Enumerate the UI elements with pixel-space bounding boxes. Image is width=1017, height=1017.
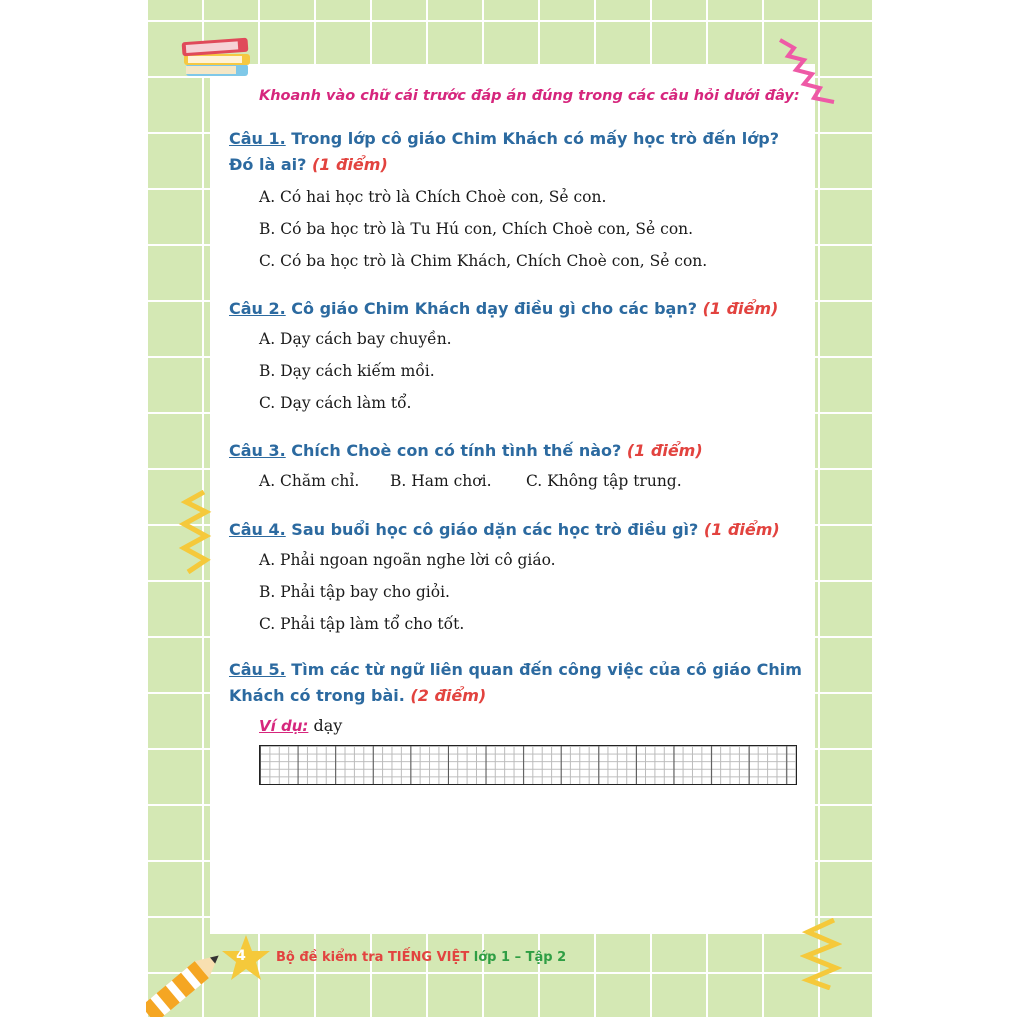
option-2a: A. Dạy cách bay chuyền. — [259, 330, 452, 348]
writing-grid[interactable] — [259, 745, 797, 785]
example-label: Ví dụ: — [259, 717, 309, 735]
question-number: Câu 5. — [229, 660, 286, 679]
option-2b: B. Dạy cách kiếm mồi. — [259, 362, 435, 380]
option-3a: A. Chăm chỉ. — [259, 472, 360, 490]
question-text: Trong lớp cô giáo Chim Khách có mấy học trò đến lớp? Đó là ai? — [229, 129, 780, 174]
option-3c: C. Không tập trung. — [526, 472, 682, 490]
option-4c: C. Phải tập làm tổ cho tốt. — [259, 615, 465, 633]
question-text: Sau buổi học cô giáo dặn các học trò điều gì? — [291, 520, 699, 539]
page-number: 4 — [236, 948, 246, 964]
footer-title — [276, 950, 566, 965]
question-text: Cô giáo Chim Khách dạy điều gì cho các bạn? — [291, 299, 697, 318]
option-1c: C. Có ba học trò là Chim Khách, Chích Choè con, Sẻ con. — [259, 252, 708, 270]
question-points: (1 điểm) — [311, 155, 388, 174]
question-number: Câu 2. — [229, 299, 286, 318]
question-points: (2 điểm) — [410, 686, 487, 705]
question-text: Chích Choè con có tính tình thế nào? — [291, 441, 622, 460]
option-2c: C. Dạy cách làm tổ. — [259, 394, 412, 412]
option-4b: B. Phải tập bay cho giỏi. — [259, 583, 450, 601]
question-text: Tìm các từ ngữ liên quan đến công việc của cô giáo Chim Khách có trong bài. — [229, 660, 802, 705]
option-4a: A. Phải ngoan ngoãn nghe lời cô giáo. — [259, 551, 556, 569]
option-1a: A. Có hai học trò là Chích Choè con, Sẻ con. — [259, 188, 607, 206]
question-number: Câu 4. — [229, 520, 286, 539]
example-line — [259, 716, 342, 735]
option-3b: B. Ham chơi. — [390, 472, 492, 490]
zigzag-yellow-icon — [178, 490, 212, 576]
option-1b: B. Có ba học trò là Tu Hú con, Chích Choè con, Sẻ con. — [259, 220, 694, 238]
example-value: dạy — [313, 716, 343, 735]
instruction: Khoanh vào chữ cái trước đáp án đúng trong các câu hỏi dưới đây: — [259, 88, 800, 104]
question-4 — [229, 517, 804, 543]
footer-part3: lớp 1 – Tập 2 — [473, 950, 567, 965]
question-3 — [229, 438, 804, 464]
question-number: Câu 1. — [229, 129, 286, 148]
footer-part1: Bộ đề kiểm tra — [276, 950, 384, 965]
question-1 — [229, 126, 804, 178]
footer-part2: TIẾNG VIỆT — [387, 950, 470, 965]
question-points: (1 điểm) — [702, 299, 779, 318]
zigzag-yellow-icon-right — [800, 918, 842, 990]
question-5 — [229, 657, 804, 709]
question-2 — [229, 296, 804, 322]
question-points: (1 điểm) — [626, 441, 703, 460]
question-points: (1 điểm) — [703, 520, 780, 539]
books-icon — [180, 34, 256, 80]
question-number: Câu 3. — [229, 441, 286, 460]
